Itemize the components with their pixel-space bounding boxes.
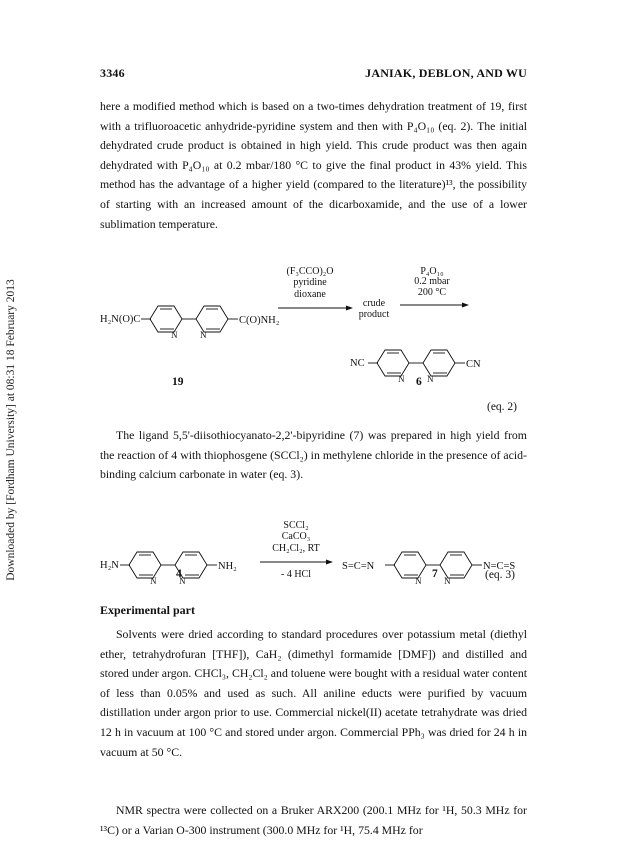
compound-number-4: 4: [176, 568, 182, 580]
page-number: 3346: [100, 66, 125, 80]
reagent-line-1: SCCl₂: [283, 520, 309, 531]
reagent-2-line-3: 200 °C: [417, 287, 447, 298]
author-header: JANIAK, DEBLON, AND WU: [365, 66, 527, 80]
ring-1-nitrogen: N: [171, 330, 178, 340]
intermediate-line-1: crude: [362, 298, 386, 309]
reaction-arrow-3-head: [326, 560, 333, 565]
ring-8-nitrogen: N: [444, 576, 451, 586]
equation-label-2: (eq. 2): [487, 401, 518, 413]
reaction-scheme-eq2: [100, 262, 530, 412]
reagent-1-line-2: pyridine: [293, 277, 327, 288]
ring-3-nitrogen: N: [398, 374, 405, 384]
compound-number-7: 7: [432, 568, 438, 580]
reactant-right-group: NH₂: [218, 561, 237, 572]
pyridine-ring-2: [196, 306, 228, 332]
product-right-group: CN: [466, 359, 481, 370]
reagent-line-2: CaCO₃: [281, 531, 311, 542]
reaction-arrow-2-head: [462, 303, 469, 308]
ring-2-nitrogen: N: [200, 330, 207, 340]
paragraph-2-block: [100, 426, 527, 485]
ring-7-nitrogen: N: [415, 576, 422, 586]
reagent-2-line-1: P₄O₁₀: [420, 266, 444, 277]
reagent-2-line-2: 0.2 mbar: [414, 276, 450, 287]
compound-number-19: 19: [172, 376, 184, 388]
paragraph-2: The ligand 5,5'-diisothiocyanato-2,2'-bipyridine (7) was prepared in high yield from the reaction of 4 with thiophosgene (SCCl₂) in methylene chloride in the presence of acid-binding calcium carbonate in water (eq. 3).: [100, 428, 527, 482]
paragraph-3-block: [100, 625, 527, 762]
pyridine-ring-8: [440, 552, 472, 578]
reaction-arrow-1-head: [346, 306, 353, 311]
pyridine-ring-1: [150, 306, 182, 332]
product-left-group: S=C=N: [342, 561, 375, 572]
reactant-left-group: H₂N: [100, 560, 119, 571]
compound-number-6: 6: [416, 376, 422, 388]
pyridine-ring-7: [394, 552, 426, 578]
intermediate-line-2: product: [358, 309, 390, 320]
reactant-right-group: C(O)NH₂: [239, 315, 280, 326]
download-watermark: [2, 250, 20, 610]
paragraph-4: NMR spectra were collected on a Bruker ARX200 (200.1 MHz for ¹H, 50.3 MHz for ¹³C) or a Varian O-300 instrument (300.0 MHz for ¹H, 75.4 MHz for: [100, 803, 527, 837]
ring-5-nitrogen: N: [150, 576, 157, 586]
reactant-left-group: H₂N(O)C: [100, 314, 141, 325]
paragraph-4-block: [100, 801, 527, 840]
ring-6-nitrogen: N: [179, 576, 186, 586]
running-header: [100, 66, 527, 81]
download-watermark-text: Downloaded by [Fordham University] at 08:31 18 February 2013: [5, 279, 18, 581]
paragraph-3: Solvents were dried according to standard procedures over potassium metal (diethyl ether, tetrahydrofuran [THF]), CaH₂ (dimethyl formamide [DMF]) and distilled and stored under argon. CHCl₃, CH₂Cl₂ and toluene were bought with a residual water content of less than 0.05% and used as such. All aniline educts were purified by vacuum distillation under argon prior to use. Commercial nickel(II) acetate tetrahydrate was dried 12 h in vacuum at 100 °C and stored under argon. Commercial PPh₃ was dried for 24 h in vacuum at 50 °C.: [100, 627, 527, 759]
pyridine-ring-3: [377, 350, 409, 376]
pyridine-ring-5: [129, 552, 161, 578]
ring-4-nitrogen: N: [427, 374, 434, 384]
pyridine-ring-4: [423, 350, 455, 376]
reaction-scheme-eq3: [100, 510, 530, 590]
byproduct-label: - 4 HCl: [281, 569, 311, 580]
paragraph-1: here a modified method which is based on a two-times dehydration treatment of 19, first with a trifluoroacetic anhydride-pyridine system and then with P₄O₁₀ (eq. 2). The initial dehydrated crude product is obtained in high yield. This crude product was then again dehydrated with P₄O₁₀ at 0.2 mbar/180 °C to give the final product in 43% yield. This method has the advantage of a higher yield (compared to the literature)¹³, the possibility of starting with an increased amount of the dicarboxamide, and the use of a lower sublimation temperature.: [100, 99, 527, 231]
reagent-line-3: CH₂Cl₂, RT: [272, 543, 320, 554]
reagent-1-line-1: (F₃CCO)₂O: [286, 266, 334, 277]
paragraph-1-block: [100, 97, 527, 234]
equation-label-3: (eq. 3): [485, 569, 516, 581]
reagent-1-line-3: dioxane: [294, 289, 326, 300]
product-left-group: NC: [350, 358, 365, 369]
section-heading-experimental: Experimental part: [100, 603, 195, 617]
product-right-group: N=C=S: [483, 561, 516, 572]
